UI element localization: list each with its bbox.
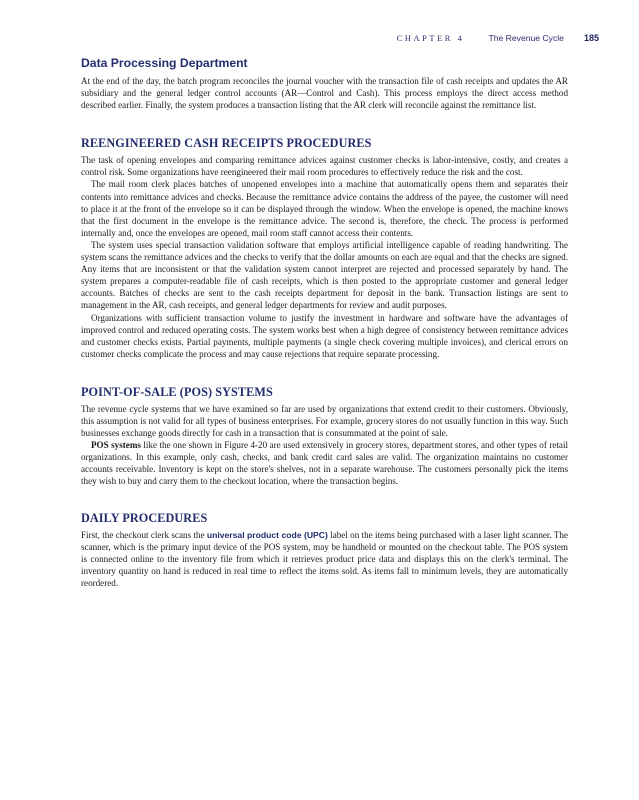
section-pos-systems bbox=[81, 384, 568, 488]
paragraph: The revenue cycle systems that we have examined so far are used by organizations that extend credit to their customers. Obviously, this assumption is not valid for all types of business enterprises. For example, grocery stores do not usually function in this way. Such businesses exchange goods directly for cash in a transaction that is consummated at the point of sale. bbox=[81, 403, 568, 439]
paragraph: Organizations with sufficient transaction volume to justify the investment in hardware and software have the advantages of improved control and reduced operating costs. The system works best when a high degree of consistency between remittance advices and customer checks exists. Partial payments, multiple payments (a single check covering multiple invoices), and clerical errors on customer checks complicate the process and may cause rejections that require separate processing. bbox=[81, 312, 568, 359]
paragraph: At the end of the day, the batch program reconciles the journal voucher with the transaction file of cash receipts and updates the AR subsidiary and the general ledger control accounts (AR—Control and Cash). This process employs the direct access method described earlier. Finally, the system produces a transaction listing that the AR clerk will reconcile against the remittance list. bbox=[81, 76, 568, 111]
key-term: POS systems bbox=[91, 440, 141, 451]
running-head bbox=[81, 33, 599, 47]
paragraph: The system uses special transaction validation software that employs artificial intelligence capable of reading handwriting. The system scans the remittance advices and the checks to verify that the dollar amounts on each are equal and that the checks are signed. Any items that are inconsistent or that the validation system cannot interpret are rejected and processed separately by hand. The system prepares a computer-readable file of cash receipts, which is then posted to the appropriate customer and general ledger accounts. Batches of checks are sent to the cash receipts department for deposit in the bank. Transaction listings are sent to management in the AR, cash receipts, and general ledger departments for review and audit purposes. bbox=[81, 239, 568, 311]
section-heading: REENGINEERED CASH RECEIPTS PROCEDURES bbox=[81, 136, 372, 151]
running-head-chapter: CHAPTER 4 bbox=[396, 34, 465, 43]
section-data-processing bbox=[81, 55, 568, 111]
section-heading: POINT-OF-SALE (POS) SYSTEMS bbox=[81, 384, 273, 399]
page-number: 185 bbox=[583, 33, 599, 43]
section-reengineered-cash-receipts bbox=[81, 135, 568, 360]
paragraph bbox=[81, 529, 568, 589]
paragraph: The task of opening envelopes and comparing remittance advices against customer checks is labor-intensive, costly, and creates a control risk. Some organizations have reengineered their mail room procedures to effectively reduce the risk and the cost. bbox=[81, 155, 568, 178]
paragraph bbox=[81, 439, 568, 487]
running-head-title: The Revenue Cycle bbox=[488, 33, 564, 43]
section-daily-procedures bbox=[81, 510, 568, 589]
key-term: universal product code (UPC) bbox=[206, 529, 328, 540]
subsection-heading: Data Processing Department bbox=[81, 56, 248, 70]
paragraph: The mail room clerk places batches of unopened envelopes into a machine that automatically opens them and separates their contents into remittance advices and checks. Because the remittance advice contains the address of the payee, the customer will need to place it at the front of the envelope so it can be displayed through the window. When the envelope is opened, the machine knows that the first document in the envelope is the remittance advice. The second is, therefore, the check. The process is performed internally and, once the envelopes are opened, mail room staff cannot access their contents. bbox=[81, 179, 568, 238]
paragraph-text: like the one shown in Figure 4-20 are used extensively in grocery stores, department stores, and other types of retail organizations. In this example, only cash, checks, and bank credit card sales are valid. The organization maintains no customer accounts receivable. Inventory is kept on the store's shelves, not in a separate warehouse. The customers personally pick the items they wish to buy and carry them to the checkout location, where the transaction begins. bbox=[81, 440, 568, 487]
paragraph-text: label on the items being purchased with a laser light scanner. The scanner, which is the primary input device of the POS system, may be handheld or mounted on the checkout table. The POS system is connected online to the inventory file from which it retrieves product price data and displays this on the clerk's terminal. The inventory quantity on hand is reduced in real time to reflect the items sold. As items fall to minimum levels, they are automatically reordered. bbox=[81, 529, 569, 588]
paragraph-text: First, the checkout clerk scans the bbox=[81, 529, 207, 540]
page-body bbox=[81, 55, 568, 589]
section-heading: DAILY PROCEDURES bbox=[81, 510, 208, 525]
